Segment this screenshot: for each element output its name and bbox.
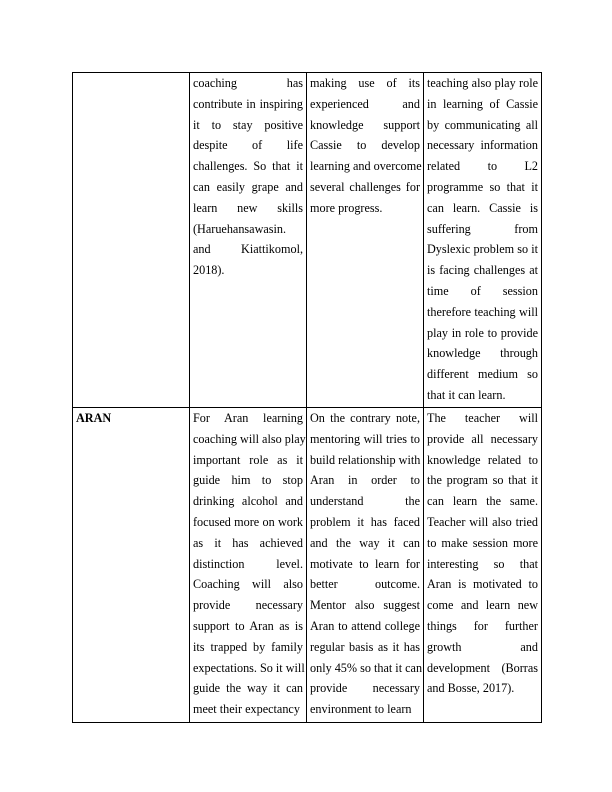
cell-text-line: interesting so that xyxy=(427,556,538,571)
cell-text-line: several challenges for xyxy=(310,179,420,194)
teaching-cell xyxy=(424,408,542,723)
cell-text-line: Mentor also suggest xyxy=(310,598,420,613)
cell-text-line: drinking alcohol and xyxy=(193,494,303,509)
cell-text-line: challenges. So that it xyxy=(193,159,303,174)
cell-text-line: Coaching will also xyxy=(193,577,303,592)
cell-text-line: knowledge support xyxy=(310,117,420,132)
row-label-cell xyxy=(73,408,190,723)
cell-text-line: is facing challenges at xyxy=(427,263,538,278)
cell-text-line: necessary information xyxy=(427,138,538,153)
cell-text-line: growth and xyxy=(427,639,538,654)
cell-text-line: coaching has xyxy=(193,76,303,90)
mentoring-cell xyxy=(307,408,424,723)
cell-text-line: problem it has faced xyxy=(310,514,420,529)
cell-text-line: more progress. xyxy=(310,200,383,215)
cell-text-line: contribute in inspiring xyxy=(193,96,303,111)
cell-text-line: related to L2 xyxy=(427,159,538,174)
cell-text-line: the program so that it xyxy=(427,473,538,488)
cell-text-line: making use of its xyxy=(310,76,420,90)
cell-text-line: For Aran learning xyxy=(193,411,303,425)
cell-text-line: The teacher will xyxy=(427,411,538,425)
cell-text-line: development (Borras xyxy=(427,660,538,675)
cell-text-line: Aran is motivated to xyxy=(427,577,538,592)
cell-text-line: and Kiattikomol, xyxy=(193,242,303,257)
cell-text-line: can learn the same. xyxy=(427,494,538,509)
cell-text-line: that it can learn. xyxy=(427,387,506,402)
coaching-cell xyxy=(190,73,307,408)
cell-text-line: experienced and xyxy=(310,96,420,111)
cell-text-line: can easily grape and xyxy=(193,179,303,194)
row-label: ARAN xyxy=(76,411,112,425)
cell-text-line: understand the xyxy=(310,494,420,509)
cell-text-line: in learning of Cassie xyxy=(427,96,538,111)
cell-text-line: play in role to provide xyxy=(427,325,538,340)
cell-text-line: come and learn new xyxy=(427,598,538,613)
cell-text-line: focused more on work xyxy=(193,514,303,529)
row-label-cell xyxy=(73,73,190,408)
cell-text-line: mentoring will tries to xyxy=(310,431,420,446)
cell-text-line: Aran to attend college xyxy=(310,618,420,633)
cell-text-line: to make session more xyxy=(427,535,538,550)
cell-text-line: expectations. So it will xyxy=(193,660,305,675)
cell-text-line: build relationship with xyxy=(310,452,421,467)
cell-text-line: suffering from xyxy=(427,221,538,236)
cell-text-line: environment to learn xyxy=(310,702,412,717)
cell-text-line: teaching also play role xyxy=(427,76,538,90)
cell-text-line: coaching will also play xyxy=(193,431,306,446)
cell-text-line: important role as it xyxy=(193,452,303,467)
teaching-cell xyxy=(424,73,542,408)
cell-text-line: learn new skills xyxy=(193,200,303,215)
cell-text-line: by communicating all xyxy=(427,117,538,132)
cell-text-line: and Bosse, 2017). xyxy=(427,681,515,696)
cell-text-line: motivate to learn for xyxy=(310,556,420,571)
cell-text-line: knowledge through xyxy=(427,346,538,361)
table-row xyxy=(73,73,542,408)
cell-text-line: its trapped by family xyxy=(193,639,303,654)
cell-text-line: provide necessary xyxy=(310,681,420,696)
cell-text-line: can learn. Cassie is xyxy=(427,200,538,215)
cell-text-line: meet their expectancy xyxy=(193,702,300,717)
cell-text-line: 2018). xyxy=(193,263,225,278)
cell-text-line: learning and overcome xyxy=(310,159,422,174)
cell-text-line: knowledge related to xyxy=(427,452,538,467)
cell-text-line: programme so that it xyxy=(427,179,538,194)
mentoring-cell xyxy=(307,73,424,408)
cell-text-line: only 45% so that it can xyxy=(310,660,423,675)
document-table xyxy=(72,72,542,723)
cell-text-line: support to Aran as is xyxy=(193,618,303,633)
cell-text-line: distinction level. xyxy=(193,556,303,571)
cell-text-line: provide all necessary xyxy=(427,431,538,446)
table-row xyxy=(73,408,542,723)
cell-text-line: (Haruehansawasin. xyxy=(193,221,287,236)
cell-text-line: things for further xyxy=(427,618,538,633)
cell-text-line: Aran in order to xyxy=(310,473,420,488)
cell-text-line: as it has achieved xyxy=(193,535,303,550)
cell-text-line: better outcome. xyxy=(310,577,420,592)
cell-text-line: guide the way it can xyxy=(193,681,303,696)
cell-text-line: and the way it can xyxy=(310,535,420,550)
coaching-cell xyxy=(190,408,307,723)
cell-text-line: it to stay positive xyxy=(193,117,303,132)
cell-text-line: therefore teaching will xyxy=(427,304,538,319)
cell-text-line: different medium so xyxy=(427,367,538,382)
cell-text-line: despite of life xyxy=(193,138,303,153)
cell-text-line: Cassie to develop xyxy=(310,138,420,153)
cell-text-line: time of session xyxy=(427,283,538,298)
cell-text-line: guide him to stop xyxy=(193,473,303,488)
cell-text-line: provide necessary xyxy=(193,598,303,613)
cell-text-line: regular basis as it has xyxy=(310,639,420,654)
cell-text-line: Teacher will also tried xyxy=(427,514,538,529)
cell-text-line: On the contrary note, xyxy=(310,411,420,425)
cell-text-line: Dyslexic problem so it xyxy=(427,242,538,257)
